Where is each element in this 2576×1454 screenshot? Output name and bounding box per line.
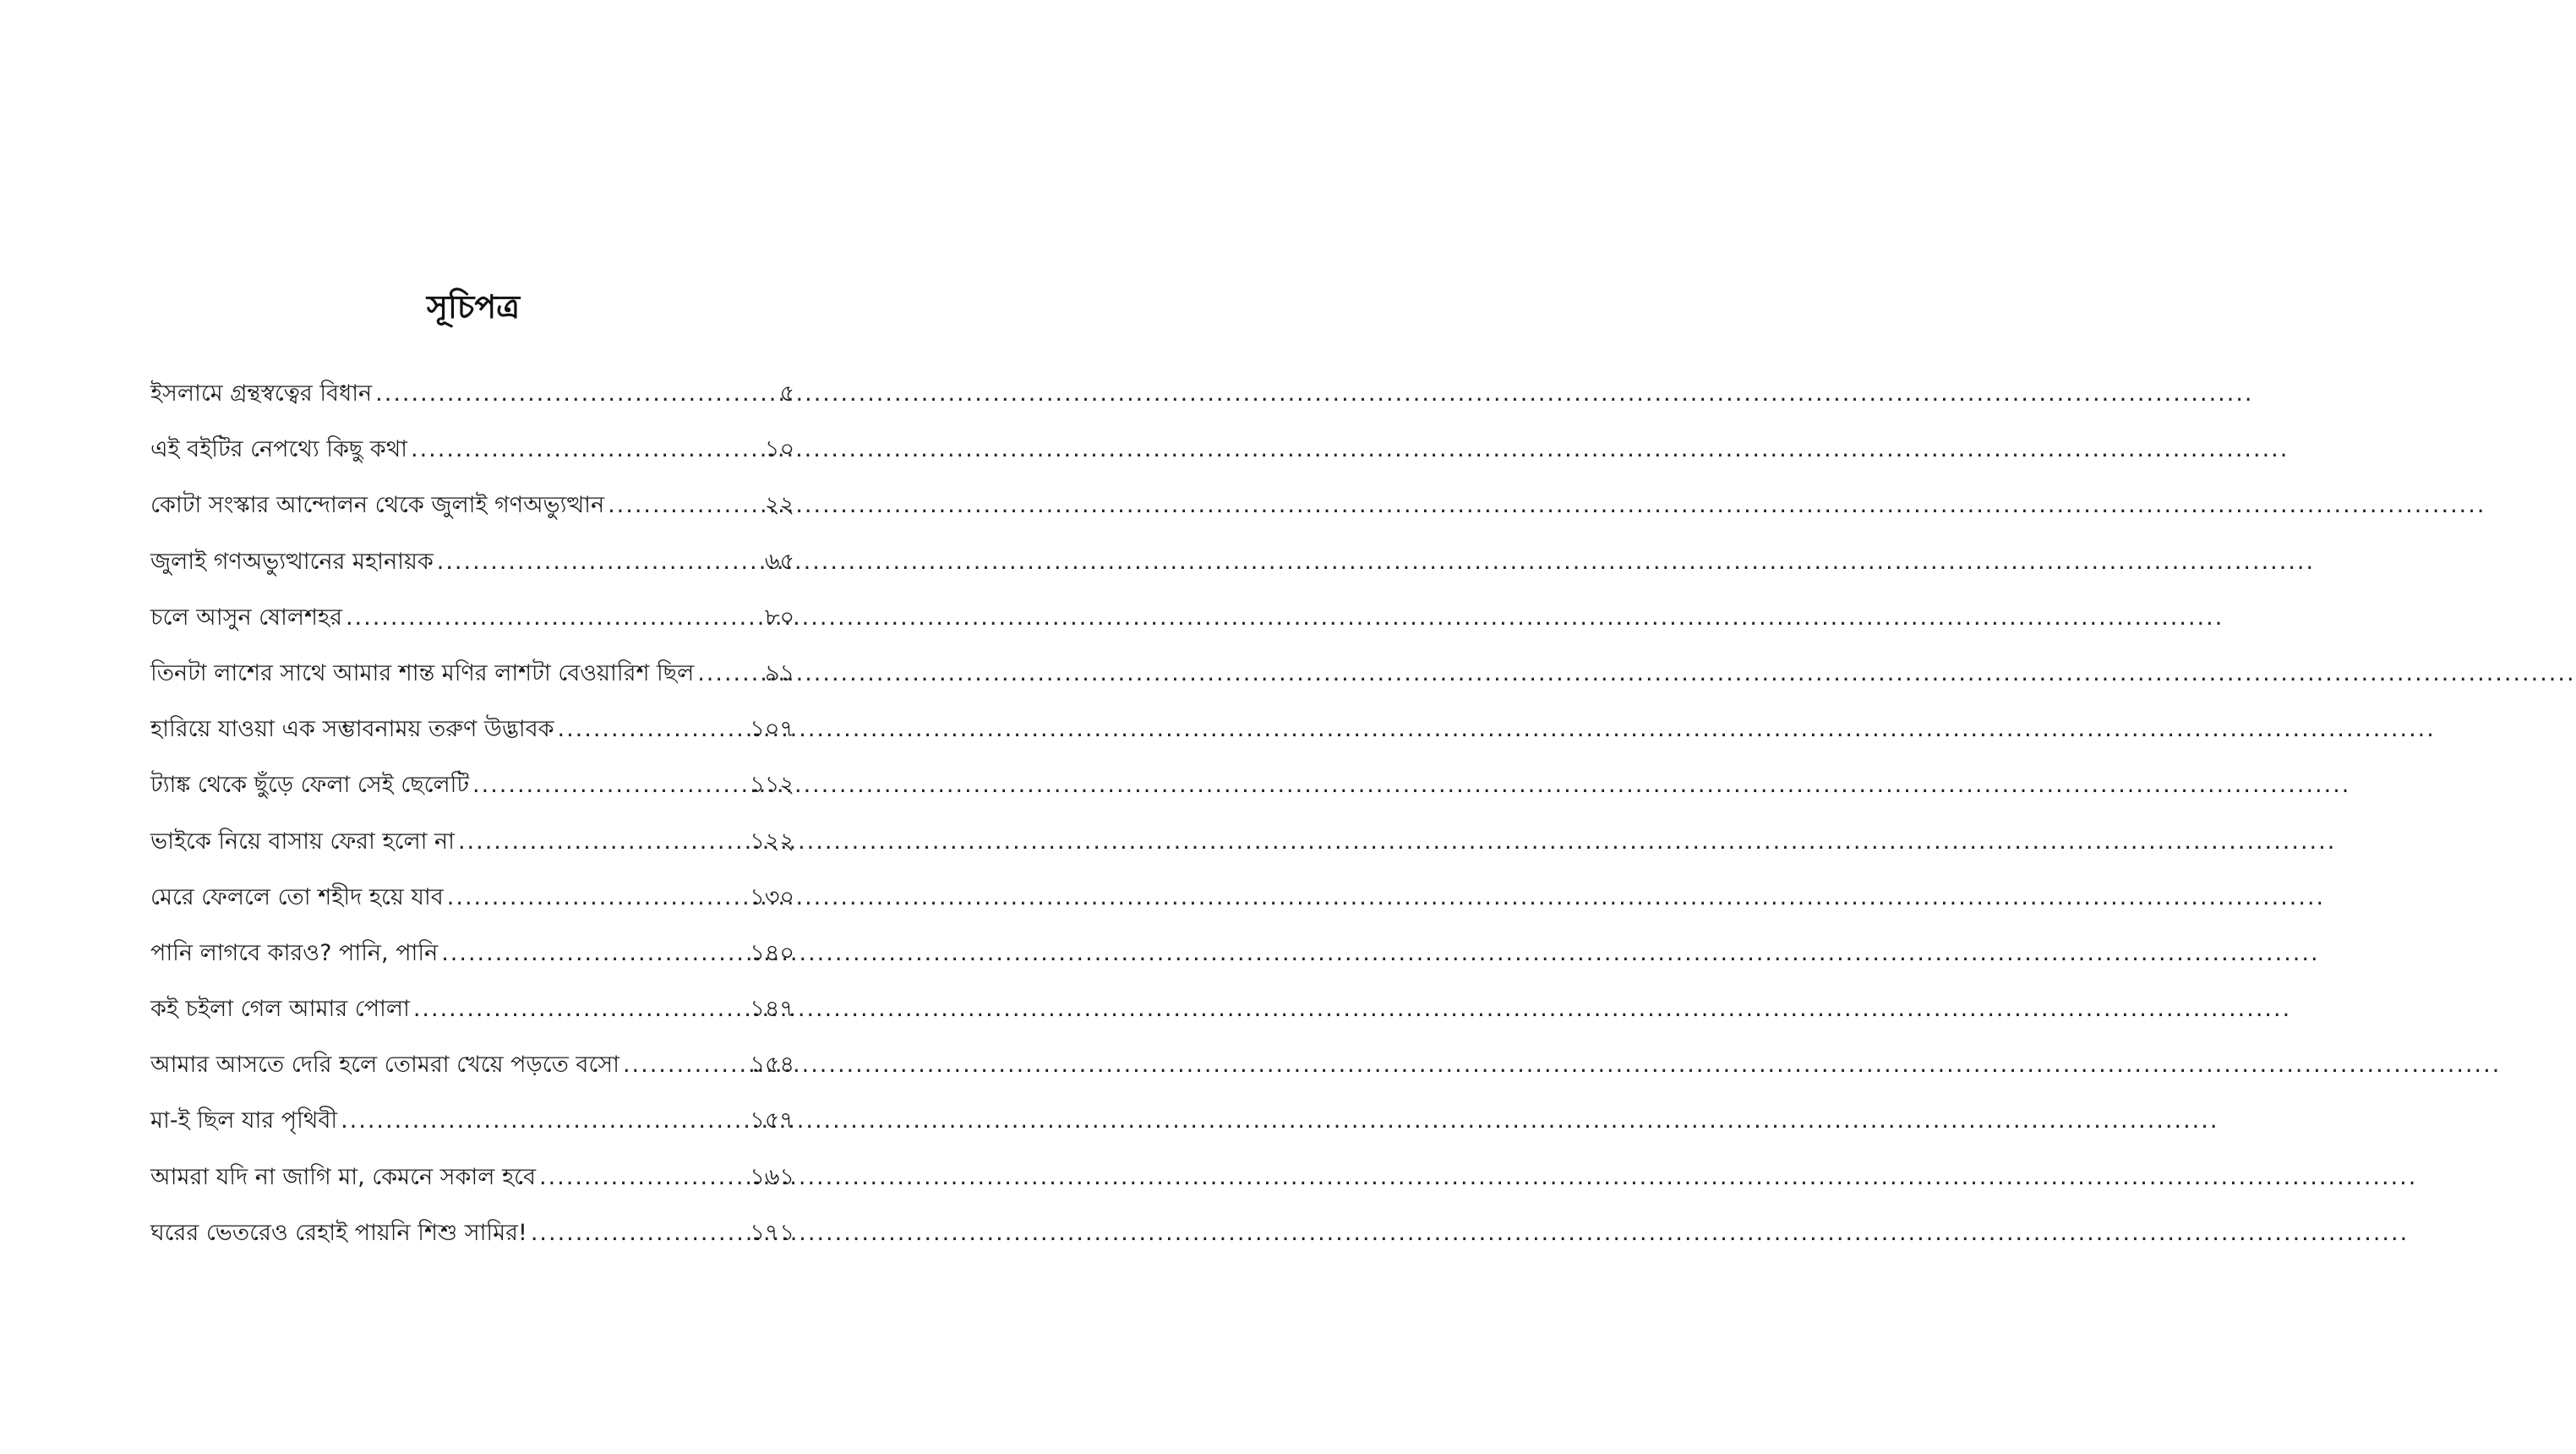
dot-leader bbox=[346, 599, 761, 637]
page-title: সূচিপত্র bbox=[426, 288, 521, 325]
toc-entry-page: ৯১ bbox=[764, 659, 794, 686]
dot-leader bbox=[458, 823, 746, 861]
toc-entry-page: ১৫৪ bbox=[750, 1052, 794, 1079]
toc-entry-title: ইসলামে গ্রন্থস্বত্বের বিধান bbox=[150, 380, 373, 407]
toc-entry-page: ৬৫ bbox=[764, 548, 794, 575]
toc-entry-title: কই চইলা গেল আমার পোলা bbox=[150, 996, 410, 1023]
toc-entry-page: ১০৭ bbox=[750, 716, 794, 743]
toc-entry-title: ভাইকে নিয়ে বাসায় ফেরা হলো না bbox=[150, 828, 455, 855]
dot-leader bbox=[441, 935, 746, 972]
toc-entry bbox=[150, 1159, 794, 1215]
table-of-contents bbox=[150, 375, 794, 1271]
toc-entry bbox=[150, 487, 794, 543]
dot-leader bbox=[608, 487, 761, 524]
toc-entry bbox=[150, 879, 794, 935]
toc-entry bbox=[150, 1215, 794, 1271]
toc-entry bbox=[150, 655, 794, 711]
toc-entry-page: ১৪৭ bbox=[750, 996, 794, 1023]
toc-entry-title: পানি লাগবে কারও? পানি, পানি bbox=[150, 939, 439, 966]
toc-entry bbox=[150, 935, 794, 991]
toc-entry-title: মা-ই ছিল যার পৃথিবী bbox=[150, 1107, 338, 1134]
toc-entry-page: ১০ bbox=[764, 436, 794, 463]
toc-entry-page: ১২২ bbox=[750, 828, 794, 855]
toc-entry-title: আমার আসতে দেরি হলে তোমরা খেয়ে পড়তে বসো bbox=[150, 1052, 619, 1079]
toc-entry-title: চলে আসুন ষোলশহর bbox=[150, 604, 342, 631]
dot-leader bbox=[413, 991, 747, 1028]
toc-entry-page: ১৩০ bbox=[750, 883, 794, 910]
toc-entry-title: হারিয়ে যাওয়া এক সম্ভাবনাময় তরুণ উদ্ভাবক bbox=[150, 716, 554, 743]
toc-entry bbox=[150, 1047, 794, 1102]
toc-entry-page: ৮০ bbox=[764, 604, 794, 631]
toc-entry-title: ট্যাঙ্ক থেকে ছুঁড়ে ফেলা সেই ছেলেটি bbox=[150, 772, 470, 799]
dot-leader bbox=[472, 767, 746, 804]
dot-leader bbox=[531, 1215, 747, 1252]
toc-entry bbox=[150, 991, 794, 1047]
toc-entry-page: ২২ bbox=[764, 492, 794, 519]
toc-entry-page: ১৭১ bbox=[750, 1219, 794, 1246]
dot-leader bbox=[539, 1159, 746, 1196]
dot-leader bbox=[375, 375, 776, 413]
toc-entry bbox=[150, 375, 794, 431]
toc-entry bbox=[150, 1102, 794, 1158]
book-page bbox=[0, 0, 947, 1454]
toc-entry-title: কোটা সংস্কার আন্দোলন থেকে জুলাই গণঅভ্যুত্থান bbox=[150, 492, 605, 519]
toc-entry-page: ১১২ bbox=[750, 772, 794, 799]
toc-entry bbox=[150, 711, 794, 767]
toc-entry-page: ১৬১ bbox=[750, 1163, 794, 1190]
toc-entry-page: ৫ bbox=[779, 380, 794, 407]
dot-leader bbox=[341, 1102, 746, 1140]
toc-entry-title: এই বইটির নেপথ্যে কিছু কথা bbox=[150, 436, 408, 463]
dot-leader bbox=[447, 879, 747, 916]
dot-leader bbox=[697, 655, 761, 692]
dot-leader bbox=[558, 711, 747, 748]
toc-entry-title: ঘরের ভেতরেও রেহাই পায়নি শিশু সামির! bbox=[150, 1219, 527, 1246]
toc-entry-title: মেরে ফেললে তো শহীদ হয়ে যাব bbox=[150, 883, 444, 910]
toc-entry-title: আমরা যদি না জাগি মা, কেমনে সকাল হবে bbox=[150, 1163, 536, 1190]
toc-entry bbox=[150, 599, 794, 655]
dot-leader bbox=[411, 431, 761, 468]
toc-entry bbox=[150, 544, 794, 599]
toc-entry bbox=[150, 767, 794, 823]
toc-entry bbox=[150, 431, 794, 487]
toc-entry-title: তিনটা লাশের সাথে আমার শান্ত মণির লাশটা বেওয়ারিশ ছিল bbox=[150, 659, 695, 686]
toc-entry bbox=[150, 823, 794, 879]
dot-leader bbox=[623, 1047, 746, 1084]
toc-entry-page: ১৪০ bbox=[750, 939, 794, 966]
toc-entry-page: ১৫৭ bbox=[750, 1107, 794, 1134]
dot-leader bbox=[437, 544, 761, 581]
toc-entry-title: জুলাই গণঅভ্যুত্থানের মহানায়ক bbox=[150, 548, 434, 575]
